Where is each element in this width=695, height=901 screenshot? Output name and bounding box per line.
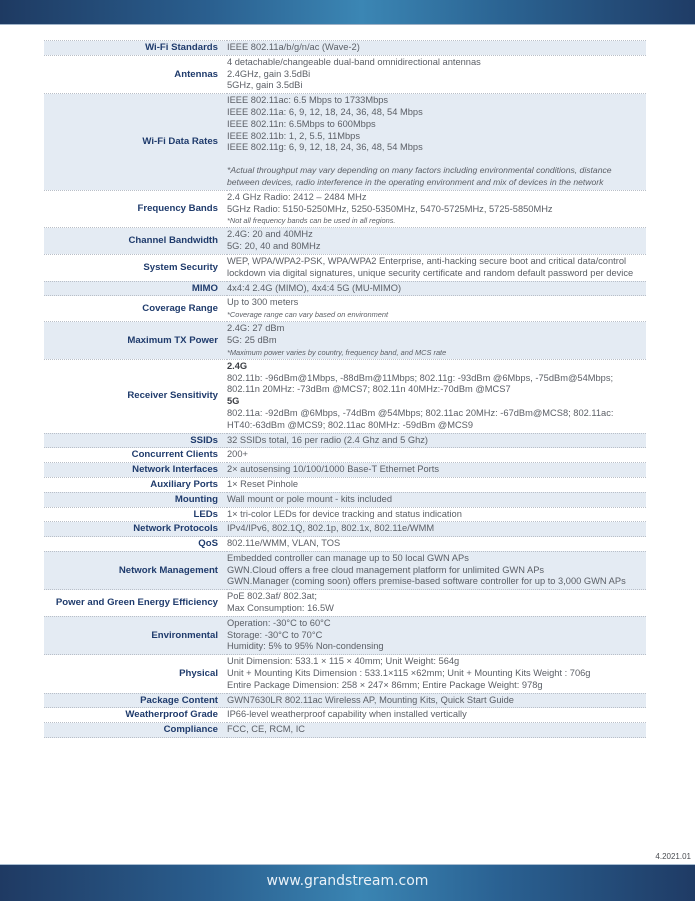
spec-label: Power and Green Energy Efficiency <box>44 590 227 617</box>
spec-value-line: 4 detachable/changeable dual-band omnidirectional antennas <box>227 56 481 67</box>
spec-row-weatherproof-grade <box>44 708 646 723</box>
spec-label: Network Interfaces <box>44 463 227 478</box>
spec-value-line: Max Consumption: 16.5W <box>227 603 334 614</box>
spec-row-frequency-bands <box>44 190 646 228</box>
spec-value <box>227 693 646 708</box>
spec-value-line: GWN.Cloud offers a free cloud management platform for unlimited GWN APs <box>227 564 545 575</box>
spec-row-leds <box>44 507 646 522</box>
spec-value-line: Humidity: 5% to 95% Non-condensing <box>227 641 384 652</box>
spec-row-wi-fi-standards <box>44 41 646 56</box>
spacer <box>227 154 640 165</box>
spec-value <box>227 551 646 589</box>
spec-row-physical <box>44 655 646 693</box>
spec-value-line: Wall mount or pole mount - kits included <box>227 493 393 504</box>
spec-value-line: 5GHz, gain 3.5dBi <box>227 80 303 91</box>
spec-value <box>227 254 646 281</box>
spec-value-line: 802.11b: -96dBm@1Mbps, -88dBm@11Mbps; 802.11g: -93dBm @6Mbps, -75dBm@54Mbps; 802.11n 20MHz: -73dBm @MCS7; 802.11n 40MHz:-70dBm @MCS7 <box>227 372 614 395</box>
spec-value-line: Unit + Mounting Kits Dimension : 533.1×115 ×62mm; Unit + Mounting Kits Weight : 706g <box>227 668 591 679</box>
spec-value <box>227 708 646 723</box>
spec-row-package-content <box>44 693 646 708</box>
spec-label: Receiver Sensitivity <box>44 359 227 433</box>
spec-value-line: Unit Dimension: 533.1 × 115 × 40mm; Unit Weight: 564g <box>227 656 460 667</box>
spec-value <box>227 616 646 654</box>
spec-row-qos <box>44 537 646 552</box>
spec-footnote: *Coverage range can vary based on environment <box>227 310 389 320</box>
spec-row-mounting <box>44 492 646 507</box>
spec-value-line: 32 SSIDs total, 16 per radio (2.4 Ghz and 5 Ghz) <box>227 434 429 445</box>
spec-value-line: IEEE 802.11n: 6.5Mbps to 600Mbps <box>227 118 376 129</box>
spec-row-ssids <box>44 433 646 448</box>
spec-value-line: 802.11a: -92dBm @6Mbps, -74dBm @54Mbps; 802.11ac 20MHz: -67dBm@MCS8; 802.11ac: HT40:-63dBm @MCS9; 802.11ac 80MHz: -59dBm @MCS9 <box>227 407 614 430</box>
spec-label: Environmental <box>44 616 227 654</box>
spec-value-line: IEEE 802.11a: 6, 9, 12, 18, 24, 36, 48, 54 Mbps <box>227 106 423 117</box>
spec-subheading: 5G <box>227 396 240 407</box>
spec-row-environmental <box>44 616 646 654</box>
spec-label: LEDs <box>44 507 227 522</box>
spec-value <box>227 492 646 507</box>
spec-value <box>227 448 646 463</box>
spec-value-line: 2.4GHz, gain 3.5dBi <box>227 68 311 79</box>
spec-value <box>227 55 646 93</box>
spec-row-auxiliary-ports <box>44 477 646 492</box>
spec-value-line: IEEE 802.11ac: 6.5 Mbps to 1733Mbps <box>227 95 389 106</box>
version-label: 4.2021.01 <box>655 852 691 861</box>
spec-value <box>227 522 646 537</box>
spec-label: SSIDs <box>44 433 227 448</box>
spec-label: Compliance <box>44 723 227 738</box>
spec-value-line: Embedded controller can manage up to 50 local GWN APs <box>227 552 469 563</box>
spec-row-receiver-sensitivity <box>44 359 646 433</box>
spec-value <box>227 537 646 552</box>
spec-value <box>227 228 646 255</box>
spec-row-network-protocols <box>44 522 646 537</box>
spec-label: Mounting <box>44 492 227 507</box>
spec-value <box>227 281 646 296</box>
spec-row-network-interfaces <box>44 463 646 478</box>
spec-value-line: IP66-level weatherproof capability when installed vertically <box>227 709 467 720</box>
spec-value <box>227 433 646 448</box>
spec-label: Physical <box>44 655 227 693</box>
spec-value-line: 2× autosensing 10/100/1000 Base-T Ethernet Ports <box>227 464 439 475</box>
spec-footnote: *Not all frequency bands can be used in all regions. <box>227 216 396 226</box>
spec-label: System Security <box>44 254 227 281</box>
spec-value-line: PoE 802.3af/ 802.3at; <box>227 591 317 602</box>
spec-row-wi-fi-data-rates <box>44 94 646 191</box>
spec-value <box>227 359 646 433</box>
spec-value-line: 5G: 25 dBm <box>227 334 277 345</box>
spec-footnote: *Actual throughput may vary depending on many factors including environmental conditions, distance between devices, radio interference in the operating environment and mix of devices in the network <box>227 165 612 187</box>
spec-value <box>227 190 646 228</box>
spec-value-line: Up to 300 meters <box>227 297 299 308</box>
spec-label: Wi-Fi Standards <box>44 41 227 56</box>
spec-row-mimo <box>44 281 646 296</box>
spec-value <box>227 507 646 522</box>
spec-row-power-and-green-energy-efficiency <box>44 590 646 617</box>
spec-subheading: 2.4G <box>227 360 248 371</box>
spec-label: Weatherproof Grade <box>44 708 227 723</box>
spec-value-line: 1× Reset Pinhole <box>227 478 299 489</box>
website-link[interactable]: www.grandstream.com <box>266 873 429 889</box>
top-banner <box>0 0 695 25</box>
spec-label: Coverage Range <box>44 296 227 322</box>
spec-row-system-security <box>44 254 646 281</box>
spec-label: Channel Bandwidth <box>44 228 227 255</box>
spec-value <box>227 322 646 360</box>
spec-value-line: 2.4G: 27 dBm <box>227 323 285 334</box>
spec-value-line: Entire Package Dimension: 258 × 247× 86mm; Entire Package Weight: 978g <box>227 679 543 690</box>
spec-value-line: 5GHz Radio: 5150-5250MHz, 5250-5350MHz, 5470-5725MHz, 5725-5850MHz <box>227 203 553 214</box>
spec-value <box>227 463 646 478</box>
spec-value <box>227 477 646 492</box>
spec-label: MIMO <box>44 281 227 296</box>
spec-footnote: *Maximum power varies by country, frequency band, and MCS rate <box>227 347 447 357</box>
spec-label: Antennas <box>44 55 227 93</box>
spec-table <box>44 40 646 738</box>
spec-value <box>227 296 646 322</box>
spec-value-line: IEEE 802.11b: 1, 2, 5.5, 11Mbps <box>227 130 360 141</box>
spec-label: Frequency Bands <box>44 190 227 228</box>
spec-value-line: GWN.Manager (coming soon) offers premise-based software controller for up to 3,000 GWN APs <box>227 576 626 587</box>
spec-label: Concurrent Clients <box>44 448 227 463</box>
spec-value-line: 200+ <box>227 449 248 460</box>
spec-value-line: GWN7630LR 802.11ac Wireless AP, Mounting Kits, Quick Start Guide <box>227 694 514 705</box>
spec-value-line: 4x4:4 2.4G (MIMO), 4x4:4 5G (MU-MIMO) <box>227 282 402 293</box>
spec-label: QoS <box>44 537 227 552</box>
spec-row-concurrent-clients <box>44 448 646 463</box>
spec-value <box>227 723 646 738</box>
spec-value-line: 802.11e/WMM, VLAN, TOS <box>227 538 341 549</box>
spec-value-line: Storage: -30°C to 70°C <box>227 629 323 640</box>
footer-banner <box>0 864 695 901</box>
spec-label: Maximum TX Power <box>44 322 227 360</box>
spec-label: Wi-Fi Data Rates <box>44 94 227 191</box>
spec-row-maximum-tx-power <box>44 322 646 360</box>
spec-row-channel-bandwidth <box>44 228 646 255</box>
spec-row-compliance <box>44 723 646 738</box>
spec-value-line: Operation: -30°C to 60°C <box>227 617 331 628</box>
spec-value-line: 2.4G: 20 and 40MHz <box>227 229 313 240</box>
spec-value-line: IEEE 802.11g: 6, 9, 12, 18, 24, 36, 48, 54 Mbps <box>227 142 423 153</box>
spec-value-line: IPv4/IPv6, 802.1Q, 802.1p, 802.1x, 802.11e/WMM <box>227 523 435 534</box>
spec-value <box>227 655 646 693</box>
spec-value <box>227 94 646 191</box>
spec-value <box>227 41 646 56</box>
spec-value-line: FCC, CE, RCM, IC <box>227 724 305 735</box>
spec-label: Network Protocols <box>44 522 227 537</box>
spec-value-line: 1× tri-color LEDs for device tracking and status indication <box>227 508 462 519</box>
spec-value-line: IEEE 802.11a/b/g/n/ac (Wave-2) <box>227 42 360 52</box>
spec-value-line: 2.4 GHz Radio: 2412 – 2484 MHz <box>227 191 367 202</box>
spec-value-line: 5G: 20, 40 and 80MHz <box>227 241 321 252</box>
spec-row-antennas <box>44 55 646 93</box>
spec-label: Network Management <box>44 551 227 589</box>
spec-label: Package Content <box>44 693 227 708</box>
spec-label: Auxiliary Ports <box>44 477 227 492</box>
spec-value <box>227 590 646 617</box>
spec-row-coverage-range <box>44 296 646 322</box>
spec-value-line: WEP, WPA/WPA2-PSK, WPA/WPA2 Enterprise, anti-hacking secure boot and critical data/control lockdown via digital signatures, unique security certificate and random default password per device <box>227 255 634 278</box>
spec-table-body <box>44 41 646 738</box>
spec-row-network-management <box>44 551 646 589</box>
